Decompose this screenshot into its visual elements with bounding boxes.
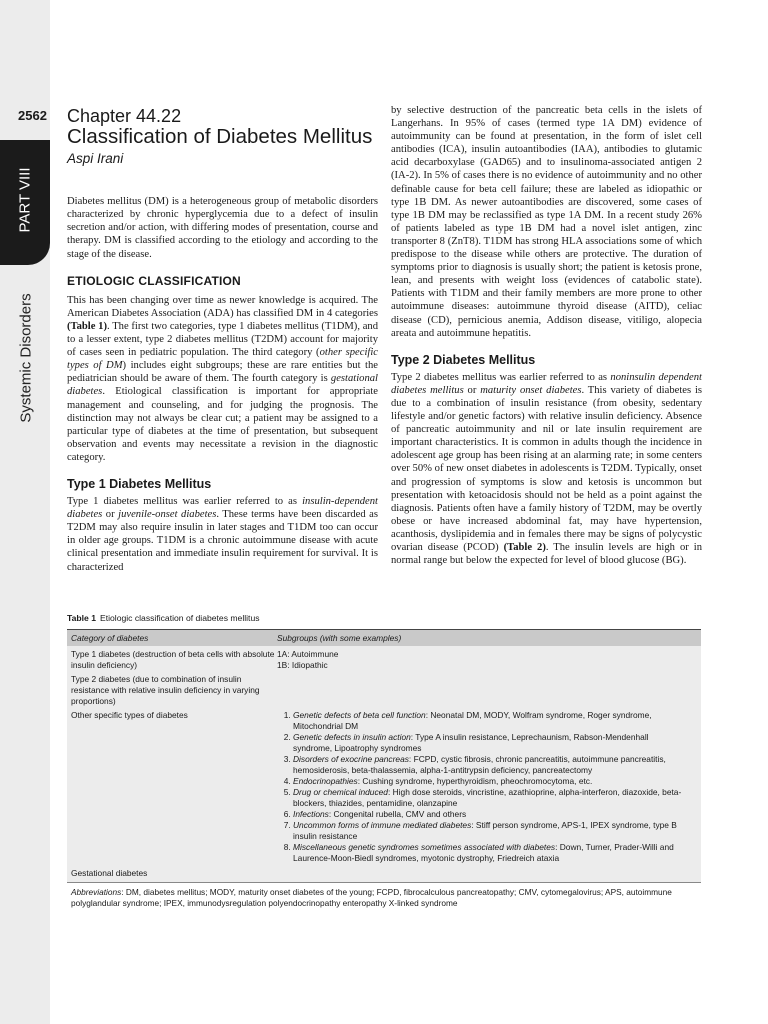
left-column — [67, 104, 378, 574]
list-item: 4. Endocrinopathies: Cushing syndrome, hyperthyroidism, pheochromocytoma, etc. — [293, 776, 687, 787]
table-row: Type 2 diabetes (due to combination of insulin resistance with relative insulin deficiency in varying proportions) — [71, 674, 260, 706]
list-item: 7. Uncommon forms of immune mediated diabetes: Stiff person syndrome, APS-1, IPEX syndrome, type B insulin resistance — [293, 820, 687, 842]
table-row: Other specific types of diabetes 1. Genetic defects of beta cell function: Neonatal DM, MODY, Wolfram syndrome, Roger syndrome, Mitochondrial DM 2. Genetic defects in insulin action: Type A insulin resistance, Leprechaunism, Rabson-Mendenhall syndrome, Lipoatrophy syndromes 3. Disorders of exocrine pancreas: FCPD, cystic fibrosis, chronic pancreatitis, autoimmune pancreatitis, hemosiderosis, beta-thalassemia, alpha-1-antitrypsin deficiency, pancreatectomy 4. Endocrinopathies: Cushing syndrome, hyperthyroidism, pheochromocytoma, etc. 5. Drug or chemical induced: High dose steroids, vincristine, azathioprine, alpha-interferon, diazoxide, beta-blockers, thiazides, pentamidine, olanzapine 6. Infections: Congenital rubella, CMV and others 7. Uncommon forms of immune mediated diabetes: Stiff person syndrome, APS-1, IPEX syndrome, type B insulin resistance 8. Miscellaneous genetic syndromes sometimes associated with diabetes: Down, Turner, Prader-Willi and Laurence-Moon-Biedl syndromes, myotonic dystrophy, Friedreich ataxia — [67, 710, 701, 864]
list-item: 8. Miscellaneous genetic syndromes sometimes associated with diabetes: Down, Turner, Prader-Willi and Laurence-Moon-Biedl syndromes, myotonic dystrophy, Friedreich ataxia — [293, 842, 687, 864]
table-header-subgroups: Subgroups (with some examples) — [277, 633, 402, 643]
table-row: Gestational diabetes — [71, 868, 148, 878]
page-number: 2562 — [18, 108, 47, 123]
type1-continued-paragraph: by selective destruction of the pancreatic beta cells in the islets of Langerhans. In 95% of cases (termed type 1A DM) evidence of autoimmunity can be found at presentation, in the form of islet cell antibodies (ICA), insulin autoantibodies (IAA), antibodies to glutamic acid decarboxylase (GAD65) and to insulinoma-associated antigen 2 (IA-2). In 5% of cases there is no evidence of autoimmunity and no other definable cause for beta cell failure; these are labeled as idiopathic or type 1B DM. As newer autoantibodies are discovered, some cases of type 1B DM may be reclassified as type 1A DM. In a recent study 26% of patients labeled as type 1B DM had a novel islet antigen, zinc transporter 8 (ZnT8). T1DM has strong HLA associations some of which predispose to the disease while others are protective. The duration of symptoms prior to diagnosis is usually short; the patient is ketosis prone, lean, and presents with weight loss (evidences of catabolic state). Patients with T1DM and their family members are more prone to other autoimmune diseases: autoimmune thyroid disease (AITD), celiac disease (CD), pernicious anemia, Addison disease, vitiligo, alopecia areata and autoimmune hepatitis. — [391, 105, 702, 339]
list-item: 6. Infections: Congenital rubella, CMV and others — [293, 809, 687, 820]
etiologic-heading: ETIOLOGIC CLASSIFICATION — [67, 273, 241, 288]
type2-paragraph: Type 2 diabetes mellitus was earlier referred to as noninsulin dependent diabetes mellitus or maturity onset diabetes. This variety of diabetes is due to a combination of insulin resistance (from obesity, sedentary lifestyle and/or genetic factors) with relative insulin deficiency. Absence of pancreatic autoimmunity and nil or late insulin requirement are important characteristics. It is common in adults though the incidence in adolescent age group has been rising at an alarming rate; in some centers over 50% of new onset diabetes in adolescents is T2DM. Typically, onset and progression of symptoms is slow and ketosis is uncommon but presentation with ketoacidosis should not be held as a point against the diagnosis. Patients often have a family history of T2DM, may be overtly obese or have increased abdominal fat, may have hypertension, acanthosis, dyslipidemia and in females there may be signs of polycystic ovarian disease (PCOD) (Table 2). The insulin levels are high or in normal range but below the expected for level of blood glucose (BG). — [391, 371, 703, 567]
list-item: 1. Genetic defects of beta cell function: Neonatal DM, MODY, Wolfram syndrome, Roger syndrome, Mitochondrial DM — [293, 710, 687, 732]
table-header-category: Category of diabetes — [71, 633, 149, 643]
intro-paragraph: Diabetes mellitus (DM) is a heterogeneous group of metabolic disorders characterized by chronic hyperglycemia due to a defect of insulin secretion and/or action, with differing modes of presentation, course and therapy. DM is classified according to the etiology and according to the stage of the disease. — [67, 196, 378, 260]
table-header-row — [67, 629, 701, 646]
table-body — [67, 646, 701, 882]
chapter-author: Aspi Irani — [67, 151, 124, 167]
type2-heading: Type 2 Diabetes Mellitus — [391, 352, 536, 367]
table-1 — [67, 613, 701, 908]
section-label: Systemic Disorders — [17, 293, 35, 423]
type1-heading: Type 1 Diabetes Mellitus — [67, 476, 212, 491]
type1-paragraph: Type 1 diabetes mellitus was earlier referred to as insulin-dependent diabetes or juvenile-onset diabetes. These terms have been discarded as T2DM may also require insulin in later stages and T1DM too can occur in older age groups. T1DM is a chronic autoimmune disease with acute clinical presentation and immediate insulin requirement for survival. It is characterized — [67, 496, 378, 573]
list-item: 2. Genetic defects in insulin action: Type A insulin resistance, Leprechaunism, Rabson-Mendenhall syndrome, Lipoatrophy syndromes — [293, 732, 687, 754]
chapter-number: Chapter 44.22 — [67, 106, 182, 126]
list-item: 3. Disorders of exocrine pancreas: FCPD, cystic fibrosis, chronic pancreatitis, autoimmune pancreatitis, hemosiderosis, beta-thalassemia, alpha-1-antitrypsin deficiency, pancreatectomy — [293, 754, 687, 776]
right-column — [391, 104, 702, 567]
table-abbreviations: Abbreviations: DM, diabetes mellitus; MODY, maturity onset diabetes of the young; FCPD, fibrocalculous pancreatopathy; CMV, cytomegalovirus; APS, autoimmune polyglandular syndrome; IPEX, immunodysregulation polyendocrinopathy enteropathy X-linked syndrome — [67, 882, 701, 908]
list-item: 5. Drug or chemical induced: High dose steroids, vincristine, azathioprine, alpha-interferon, diazoxide, beta-blockers, thiazides, pentamidine, olanzapine — [293, 787, 687, 809]
part-label: PART VIII — [16, 167, 34, 233]
table-caption: Table 1 Etiologic classification of diabetes mellitus — [67, 613, 260, 623]
chapter-title: Classification of Diabetes Mellitus — [67, 125, 373, 149]
table-row: Type 1 diabetes (destruction of beta cells with absolute insulin deficiency) 1A: Autoimmune 1B: Idiopathic — [71, 649, 339, 670]
etiologic-paragraph: This has been changing over time as newer knowledge is acquired. The American Diabetes Association (ADA) has classified DM in 4 categories (Table 1). The first two categories, type 1 diabetes mellitus (T1DM), and to a lesser extent, type 2 diabetes mellitus (T2DM) account for majority of cases seen in pediatric population. The third category (other specific types of DM) includes eight subgroups; these are rare entities but the pediatrician should be aware of them. The fourth category is gestational diabetes. Etiological classification is important for appropriate management and counseling, and for judging the prognosis. The distinction may not always be clear cut; a patient may be assigned to a particular type of diabetes at the time of presentation, but subsequent observation and events may necessitate a revision in the diagnostic category. — [67, 294, 378, 463]
subgroup-list — [277, 710, 687, 864]
